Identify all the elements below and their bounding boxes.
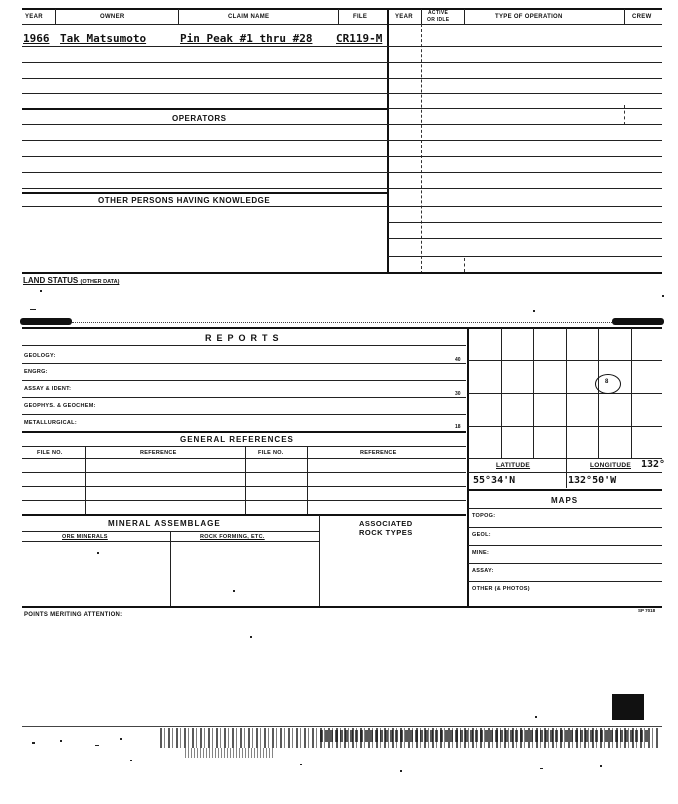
report-label-geology: GEOLOGY: [24,353,56,359]
report-label-engrg: ENGRG: [24,369,48,375]
latitude-label: LATITUDE [496,462,531,469]
grid-circle-mark [595,374,621,394]
header-active: ACTIVE [428,10,449,16]
report-label-metallurgical: METALLURGICAL: [24,420,77,426]
scan-bar-left [20,318,72,325]
header-year: YEAR [25,14,43,20]
scan-bar-right [612,318,664,325]
report-num-metallurgical: 18 [455,424,461,430]
header-file: FILE [353,14,368,20]
land-status-label: LAND STATUS (OTHER DATA) [23,276,120,285]
ore-minerals-header: ORE MINERALS [62,534,108,540]
maps-topog: TOPOG: [472,513,496,519]
reports-title: REPORTS [205,333,284,343]
report-num-assay: 30 [455,391,461,397]
gr-header-file-no-1: FILE NO. [37,450,63,456]
report-label-assay: ASSAY & IDENT: [24,386,72,392]
longitude-value: 132°50'W [568,475,617,486]
header-owner: OWNER [100,14,125,20]
maps-mine: MINE: [472,550,490,556]
header-crew: CREW [632,14,652,20]
scan-noise-band-3 [185,748,275,758]
gr-header-reference-1: REFERENCE [140,450,177,456]
header-claim-name: CLAIM NAME [228,14,270,20]
mineral-assemblage-title: MINERAL ASSEMBLAGE [108,519,221,528]
entry-file: CR119-M [336,32,383,45]
grid-mark-label: 8 [605,379,609,385]
header-type-of-operation: TYPE OF OPERATION [495,14,563,20]
rock-types-label: ROCK TYPES [359,528,413,537]
rock-forming-header: ROCK FORMING, ETC. [200,534,265,540]
maps-assay: ASSAY: [472,568,494,574]
report-label-geophys: GEOPHYS. & GEOCHEM: [24,403,96,409]
longitude-label: LONGITUDE [590,462,631,469]
gr-header-reference-2: REFERENCE [360,450,397,456]
entry-year: 1966 [23,32,50,45]
header-year-2: YEAR [395,14,413,20]
form-number: SP 7018 [638,608,656,613]
entry-claim-name: Pin Peak #1 thru #28 [180,32,313,45]
other-persons-label: OTHER PERSONS HAVING KNOWLEDGE [98,196,271,205]
maps-other: OTHER (& PHOTOS) [472,586,530,592]
maps-geol: GEOL: [472,532,491,538]
gr-header-file-no-2: FILE NO. [258,450,284,456]
report-num-geology: 40 [455,357,461,363]
entry-owner: Tak Matsumoto [60,32,147,45]
associated-label: ASSOCIATED [359,519,413,528]
points-label: POINTS MERITING ATTENTION: [24,612,123,618]
latitude-value: 55°34'N [473,475,516,486]
general-references-title: GENERAL REFERENCES [180,435,294,444]
longitude-header-value: 132° [641,459,666,470]
operators-label: OPERATORS [172,114,227,123]
scan-noise-band-2 [320,730,650,742]
header-or-idle: OR IDLE [427,17,450,23]
maps-title: MAPS [551,496,579,505]
scan-block-dark [612,694,644,720]
